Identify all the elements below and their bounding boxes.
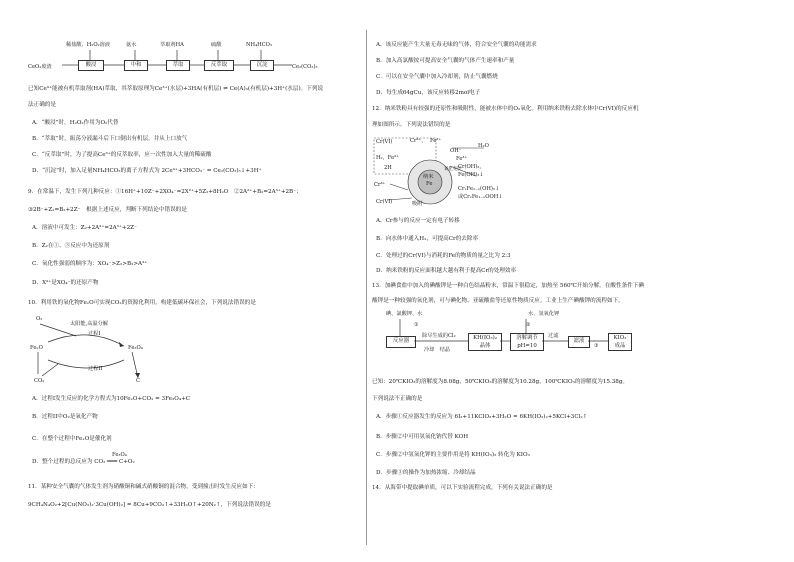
flow2-step-1: ① [414,322,419,328]
q10-co2: CO₂ [34,378,45,384]
step-box-4: 反萃取 [204,60,234,71]
q14-stem: 14．从海带中提取碘单质，可以下实验流程完成，下列有关说法正确的是 [372,485,553,491]
flow-start: CeO₂废渣 [28,64,52,70]
q11-option-d: D．每生成64gCu，该反应转移2mol电子 [376,90,481,96]
q9-stem-1: 9．在常温下，发生下列几种反应：①16H⁺+10Z⁻+2XO₄⁻=2X²⁺+5Z₂+8H₂O ②2A²⁺+B₂=2A³⁺+2B⁻； [28,189,302,195]
q10-option-c: C．在整个过程中FeₓO是催化剂 [32,436,112,442]
flow2-step-2: ② [526,322,531,328]
q13-option-b: B．步骤②中可用氢氧化钠代替 KOH [376,434,469,440]
flow2-reagent-2: 水、氢氧化钾 [528,311,560,317]
q12-shell: 氧化壳层 [444,167,462,172]
dissolve-adjust-line1: 溶解调节 [516,335,538,341]
q12-adsorb: 吸附 [412,201,423,207]
q12-p3: CrₓFe₁₋ₓ(OH)₃↓ [458,186,500,192]
step-box-1: 酸浸 [78,60,104,71]
q8-option-d: D．“沉淀”时，加入足量NH₄HCO₃的离子方程式为 2Ce³⁺+3HCO₃⁻ = Ce₂(CO₃)₃↓+3H⁺ [32,168,262,174]
q12-h2: H₂，Fe²⁺ [376,155,399,161]
reagent-5: NH₄HCO₃ [246,42,272,48]
flow2-arrows [372,310,642,360]
reactor-box: 反应器 [386,336,416,348]
q10-stem: 10．利用铁的氧化物FeₓO可实现CO₂的资源化利用，构建低碳环保社会，下列说法错误的是 [28,300,256,306]
q10-option-b: B．过程II中O₂是氧化产物 [32,414,98,420]
q10-proc1b: 过程I [88,331,101,337]
left-column [28,0,363,562]
q8-option-c: C．“反萃取”时，为了提高Ce³⁺的反萃取率，应一次性加入大量的稀硫酸 [32,152,212,158]
q8-option-b: B．“萃取”时，振荡分液漏斗后下口倒出有机层，并从上口放气 [32,136,188,142]
right-column [372,0,774,562]
q10-fexo: FeₓO [30,345,43,351]
q10-option-d: D．整个过程的总反应为 CO₂ ═══ C+O₂ [32,459,135,465]
q12-core-2: Fe [426,181,433,187]
q13-ask: 下列说法不正确的是 [372,396,423,402]
flow2-step-3: ③ [594,343,599,349]
q12-p4: 或CrₓFe₁₋ₓOOH↓ [458,194,503,200]
q12-option-a: A．Cr参与的反应一定有电子转移 [376,218,460,224]
filtrate-box: 滤液 [568,336,590,348]
khio3-box-line1: KH(IO₃)₂ [473,335,497,341]
step-box-5: 沉淀 [250,60,274,71]
q8-stem-2: 法正确的是 [28,102,56,108]
flow1-arrows [28,0,363,80]
q13-stem-1: 13．加碘食盐中加入的碘酸钾是一种白色结晶粉末，常温下很稳定，加热至 560℃开始分解。在酸性条件下碘 [372,283,644,289]
reagent-3: 萃取剂HA [160,42,184,48]
q9-option-a: A．溶液中可发生：Z₂+2A²⁺=2A³⁺+2Z⁻ [32,225,137,231]
kio3-product-line1: KIO₃ [613,335,627,341]
q11-option-c: C．可以在安全气囊中加入冷却剂，防止气囊燃烧 [376,74,498,80]
q8-stem-1: 已知Ce³⁺能被有机萃取剂(HA)萃取，其萃取原理为Ce³⁺(水层)+3HA(有机层) ⇌ Ce(A)₃(有机层)+3H⁺(水层)。下列说 [28,86,324,92]
q9-option-c: C．氧化性强弱的顺序为：XO₄⁻>Z₂>B₂>A³⁺ [32,261,148,267]
q10-c: C [136,378,140,384]
column-divider [366,30,367,545]
reagent-4: 硫酸 [211,42,222,48]
q11-stem-1: 11．某种安全气囊的气体发生剂为硝酸铜和碱式硝酸铜的混合物，受到撞击时发生反应如下： [28,484,259,490]
flow2-filter: 过滤 [548,333,559,339]
q10-o2: O₂ [36,316,43,322]
flow2-mid-2: 冷却 结晶 [424,347,450,353]
q12-cr3-left: Cr³⁺ [374,182,386,188]
reagent-2: 氨水 [126,42,137,48]
q12-fe2: Fe²⁺ [430,138,442,144]
step-box-2: 中和 [124,60,148,71]
q10-proc1: 太阳能,高温分解 [70,321,108,327]
q12-p1: Cr(OH)₃， [458,164,485,170]
flow-end: Ce₂(CO₃)₃ [292,64,318,70]
step-box-3: 萃取 [166,60,190,71]
q12-stem-1: 12．纳米铁粉具有较强的还原性和吸附性，能被水体中的O₂氧化。利用纳米铁粉去除水体中Cr(VI)的反应机 [372,106,639,112]
q12-cr3: Cr³⁺， [410,138,427,144]
q12-option-b: B．向水体中通入H₂，可提高Cr的去除率 [376,236,479,242]
q13-option-a: A．步骤①反应器发生的反应为 6I₂+11KClO₃+3H₂O = 6KH(IO₃)₂+5KCl+3Cl₂↑ [376,414,588,420]
q12-crvi-bottom: Cr(VI) [376,199,393,205]
q9-stem-2: ③2B⁻+Z₂=B₂+2Z⁻ 根据上述反应，判断下列结论中错误的是 [28,207,187,213]
q8-option-a: A．“酸浸”时，H₂O₂作用为O₂代替 [32,120,119,126]
q9-option-d: D．X²⁺是XO₄⁻的还原产物 [32,280,99,286]
q12-crvi-top: Cr(VI) [376,139,393,145]
q13-known: 已知：20℃KIO₃的溶解度为8.08g，50℃KIO₃的溶解度为10.28g，100℃KIO₃的溶解度为15.38g。 [372,379,629,385]
q12-option-d: D．纳米铁粉的反应面积越大越有利于提高Cr的处理效率 [376,268,517,274]
q11-stem-2: 9CH₄N₄O₂+2[Cu(NO₃)₂·3Cu(OH)₂] = 8Cu+9CO₂↑+33H₂O↑+20N₂↑，下列说法错误的是 [28,502,271,508]
q11-option-b: B．加入高氯酸铵可提高安全气囊的气体产生速率和产量 [376,58,515,64]
q13-stem-2: 酸钾是一种较强的氧化剂，可与碘化物、亚硫酸盐等还原性物质反应。工业上生产碘酸钾的流程如下。 [372,298,624,304]
q12-h: 2H [384,165,392,171]
q13-option-c: C．步骤②中氢氧化钾的主要作用是将 KH(IO₃)₂ 转化为 KIO₃ [376,452,530,458]
kio3-product-line2: 成品 [614,343,626,349]
q11-option-a: A．该反应能产生大量无毒无味的气体，符合安全气囊的功能需求 [376,42,537,48]
q10-option-a: A．过程I发生反应的化学方程式为10FeₓO+CO₂ = 3Fe₃O₄+C [32,396,191,402]
q12-stem-2: 理如图所示。下列说法错误的是 [372,122,451,128]
q10-fe3o4: Fe₃O₄ [128,345,143,351]
q12-p2: Fe(OH)₃↓ [458,172,484,178]
khio3-box-line2: 晶体 [479,343,491,349]
flow2-reagent-1: 碘、氯酸钾、水 [386,311,423,317]
q12-fe3: Fe³⁺ [456,156,468,162]
q12-oh: OH⁻ [450,148,462,154]
q12-option-c: C．处理过的Cr(VI)与消耗的Fe的物质的量之比为 2:3 [376,253,511,259]
reagent-1: 稀盐酸、H₂O₂溶液 [66,42,111,48]
q12-h2o: H₂O [478,143,489,149]
dissolve-adjust-line2: pH=10 [517,343,537,349]
q10-proc2: 过程II [88,366,103,372]
q12-core-1: 纳米 [423,174,434,180]
q9-option-b: B．Z₂在①、③反应中为还原剂 [32,243,110,249]
q13-option-d: D．步骤③的操作为加热浓缩、冷却结晶 [376,470,476,476]
flow2-mid-1: 除尽生成的Cl₂ [422,333,456,339]
q10-d-condition: Fe₃O₄ [112,452,127,458]
